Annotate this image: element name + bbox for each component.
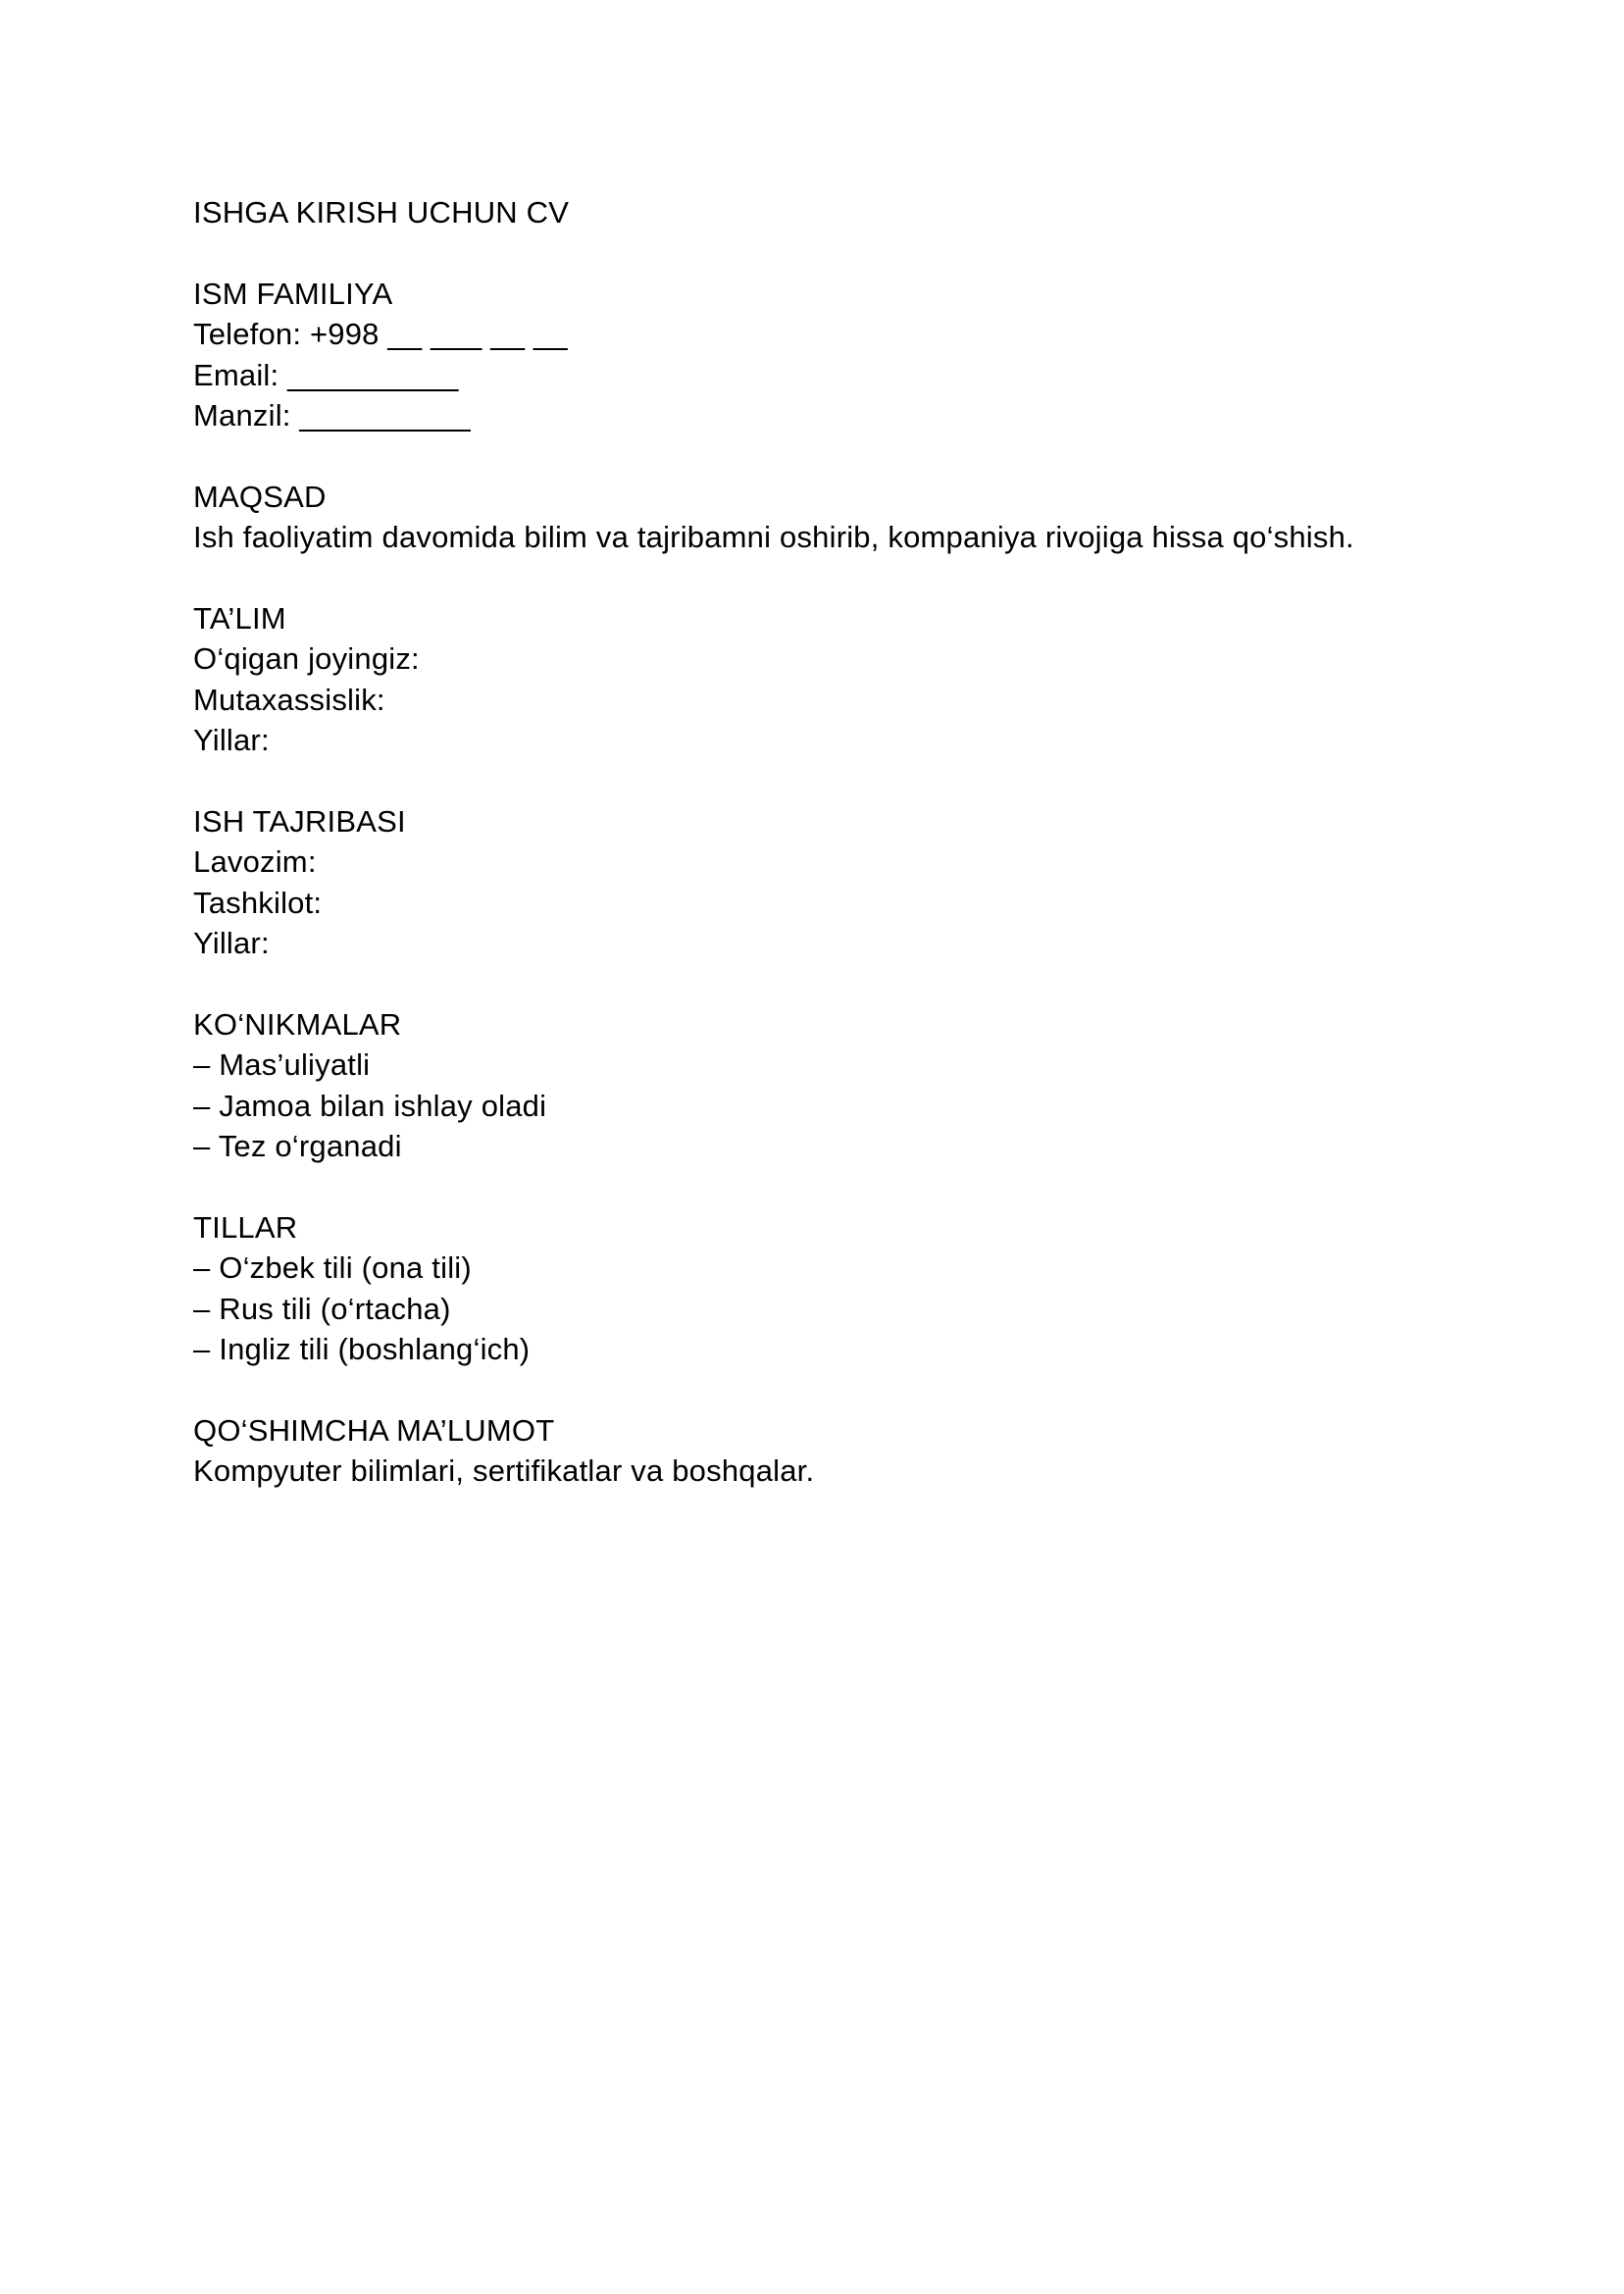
- section-line: – Jamoa bilan ishlay oladi: [193, 1088, 547, 1123]
- section-heading: TA’LIM: [193, 601, 286, 637]
- cv-section: [193, 801, 1536, 964]
- section-heading: KO‘NIKMALAR: [193, 1007, 402, 1043]
- document-content: [193, 192, 1536, 1492]
- section-heading: ISM FAMILIYA: [193, 276, 393, 311]
- section-line: Ish faoliyatim davomida bilim va tajribamni oshirib, kompaniya rivojiga hissa qo‘shish.: [193, 520, 1354, 555]
- cv-section: [193, 477, 1536, 558]
- cv-section: [193, 1004, 1536, 1167]
- section-line: – Rus tili (o‘rtacha): [193, 1291, 451, 1326]
- section-line: Email: __________: [193, 357, 459, 392]
- section-line: Telefon: +998 __ ___ __ __: [193, 317, 568, 352]
- section-heading: TILLAR: [193, 1210, 298, 1246]
- cv-section: [193, 1410, 1536, 1492]
- section-line: Lavozim:: [193, 844, 317, 880]
- section-line: Tashkilot:: [193, 885, 323, 920]
- cv-section: [193, 1207, 1536, 1370]
- section-line: Yillar:: [193, 723, 270, 758]
- cv-section: [193, 274, 1536, 436]
- section-line: – O‘zbek tili (ona tili): [193, 1250, 472, 1286]
- section-line: – Mas’uliyatli: [193, 1047, 371, 1083]
- cv-section: [193, 598, 1536, 761]
- document-title: ISHGA KIRISH UCHUN CV: [193, 195, 570, 229]
- section-line: Manzil: __________: [193, 398, 471, 433]
- section-heading: QO‘SHIMCHA MA’LUMOT: [193, 1413, 555, 1449]
- section-line: Mutaxassislik:: [193, 682, 385, 717]
- section-line: Kompyuter bilimlari, sertifikatlar va boshqalar.: [193, 1453, 815, 1489]
- section-line: Yillar:: [193, 926, 270, 961]
- section-heading: MAQSAD: [193, 479, 327, 514]
- section-line: – Ingliz tili (boshlang‘ich): [193, 1332, 531, 1367]
- section-line: O‘qigan joyingiz:: [193, 641, 420, 677]
- section-heading: ISH TAJRIBASI: [193, 804, 406, 840]
- document-body: [193, 274, 1536, 1492]
- section-line: – Tez o‘rganadi: [193, 1129, 402, 1164]
